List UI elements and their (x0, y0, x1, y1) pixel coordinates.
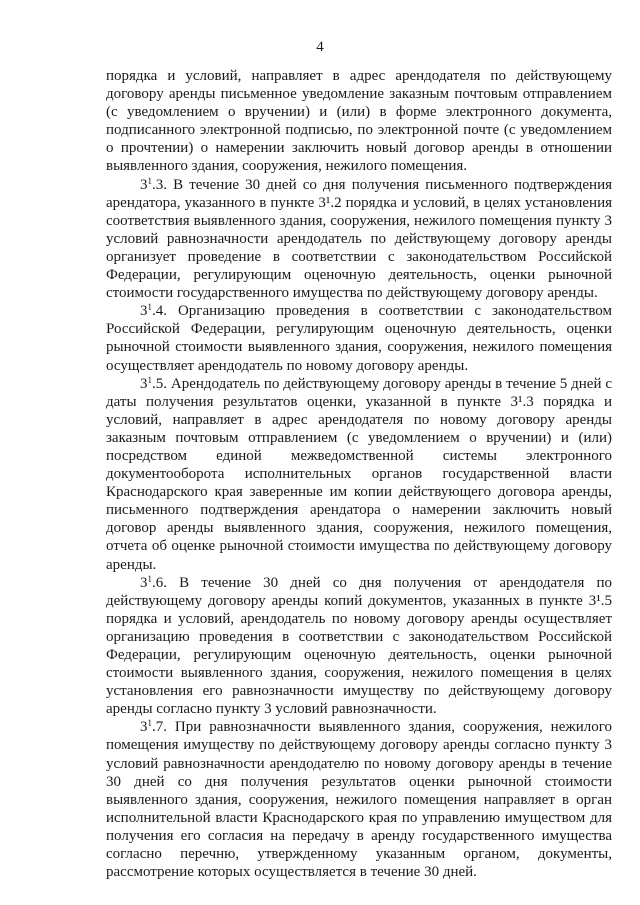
paragraph-text: При равнозначности выявленного здания, сооружения, нежилого помещения имуществу по действующему договору аренды согласно пункту 3 условий равнозначности арендодателю по новому договору аренды в течение 30 дней со дня получения результатов оценки рыночной стоимости выявленного здания, сооружения, нежилого помещения направляет в орган исполнительной власти Краснодарского края по управлению имуществом для получения его согласия на передачу в аренду государственного имущества согласно перечню, утвержденному указанным органом, документы, рассмотрение которых осуществляется в течение 30 дней. (106, 719, 613, 881)
paragraph-text: В течение 30 дней со дня получения от арендодателя по действующему договору аренды копий документов, указанных в пункте 3¹.5 порядка и условий, арендодатель по новому договору аренды осуществляет организацию проведения в соответствии с законодательством Российской Федерации, регулирующим оценочную деятельность, оценки рыночной стоимости выявленного здания, сооружения, нежилого помещения в целях установления его равнозначности имуществу по действующему договору аренды согласно пункту 3 условий равнозначности. (106, 574, 613, 718)
paragraph-text: Организацию проведения в соответствии с законодательством Российской Федерации, регулирующим оценочную деятельность, оценки рыночной стоимости выявленного здания, сооружения, нежилого помещения осуществляет арендодатель по новому договору аренды. (106, 303, 612, 374)
paragraph-3-1-7 (106, 718, 612, 881)
paragraph-continuation (106, 67, 612, 176)
paragraph-3-1-3 (106, 176, 612, 303)
paragraph-text: порядка и условий, направляет в адрес арендодателя по действующему договору аренды письменное уведомление заказным почтовым отправлением (с уведомлением о вручении) и (или) в форме электронного документа, подписанного электронной подписью, по электронной почте (с уведомлением о прочтении) о намерении заключить новый договор аренды в отношении выявленного здания, сооружения, нежилого помещения. (106, 68, 612, 175)
item-number: $3^1.6$. (140, 573, 180, 591)
paragraph-3-1-4 (106, 302, 612, 374)
page-number: 4 (316, 39, 324, 55)
paragraph-3-1-5 (106, 375, 612, 574)
item-number: $3^1.7$. (140, 718, 175, 736)
item-number: $3^1.5$. (140, 374, 171, 392)
paragraph-3-1-6 (106, 574, 612, 719)
document-body (106, 67, 612, 881)
item-number: $3^1.3$. (140, 175, 174, 193)
item-number: $3^1.4$. (140, 302, 178, 320)
paragraph-text: Арендодатель по действующему договору аренды в течение 5 дней с даты получения результатов оценки, указанной в пункте 3¹.3 порядка и условий, направляет в адрес арендодателя по новому договору аренды заказным почтовым отправлением (с уведомлением о вручении) и (или) посредством единой межведомственной системы электронного документооборота исполнительных органов государственной власти Краснодарского края заверенные им копии действующего договора аренды, письменного подтверждения арендатора о намерении заключить новый договор аренды выявленного здания, сооружения, нежилого помещения, отчета об оценке рыночной стоимости имущества по действующему договору аренды. (106, 375, 612, 573)
paragraph-text: В течение 30 дней со дня получения письменного подтверждения арендатора, указанного в пункте 3¹.2 порядка и условий, в целях установления соответствия выявленного здания, сооружения, нежилого помещения пункту 3 условий равнозначности арендодатель по действующему договору аренды организует проведение в соответствии с законодательством Российской Федерации, регулирующим оценочную деятельность, оценки рыночной стоимости государственного имущества по действующему договору аренды. (106, 176, 612, 302)
